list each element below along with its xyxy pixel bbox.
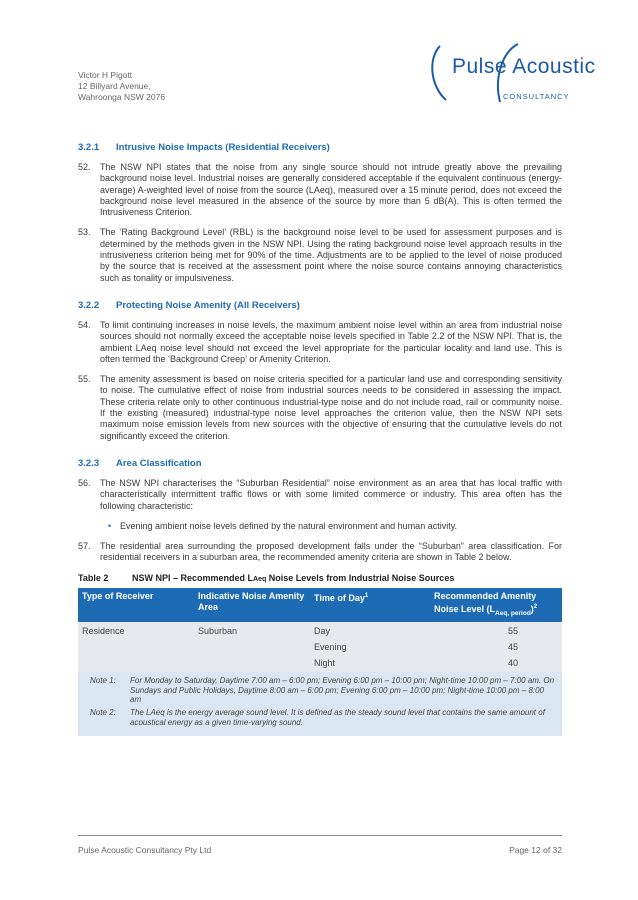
col-header-area: Indicative Noise Amenity Area <box>194 588 310 622</box>
paragraph <box>78 162 562 218</box>
col-header-level-sup: 2 <box>533 603 538 610</box>
address-line: 12 Billyard Avenue, <box>78 81 151 91</box>
paragraph <box>78 478 562 512</box>
section-number: 3.2.1 <box>78 142 100 153</box>
section-number: 3.2.2 <box>78 299 100 311</box>
cell-level: 45 <box>418 638 562 654</box>
table-note <box>84 676 556 705</box>
table-note <box>84 708 556 727</box>
col-header-time-sup: 1 <box>364 593 369 600</box>
cell-time: Evening <box>310 638 418 654</box>
paragraph-text: The NSW NPI states that the noise from any single source should not intrude greatly above the prevailing background noise level. Industrial noises are generally considered acceptable if the equivalent continuous (energy-average) A-weighted level of noise from the source (LAeq), measured over a 15 minute period, does not exceed the background noise level measured in the absence of the source by more than 5 dB(A). This is often termed the Intrusiveness Criterion. <box>100 162 562 218</box>
section-heading <box>78 300 562 311</box>
bullet-icon: • <box>108 520 112 531</box>
paragraph-text: To limit continuing increases in noise levels, the maximum ambient noise level within an area from industrial noise sources should not normally exceed the acceptable noise levels specified in Table 2.2 of the NSW NPI. That is, the ambient LAeq noise level should not exceed the level appropriate for the particular locality and land use. This is often termed the ‘Background Creep’ or Amenity Criterion. <box>100 319 562 364</box>
cell-type <box>78 638 194 654</box>
cell-level: 55 <box>418 622 562 638</box>
paragraph-text: The NSW NPI characterises the “Suburban Residential” noise environment as an area that has local traffic with characteristically intermittent traffic flows or with some limited commerce or industry. This area often has the following characteristic: <box>100 477 562 511</box>
logo-text: Pulse Acoustic <box>452 55 596 78</box>
section-title: Intrusive Noise Impacts (Residential Receivers) <box>116 142 330 153</box>
cell-type <box>78 654 194 672</box>
logo-subtitle: CONSULTANCY <box>503 92 570 101</box>
paragraph-number: 57. <box>78 540 91 551</box>
page-content <box>78 142 562 736</box>
section-heading <box>78 142 562 153</box>
bullet-text: Evening ambient noise levels defined by the natural environment and human activity. <box>120 520 458 531</box>
col-header-level <box>418 588 562 622</box>
section-title: Protecting Noise Amenity (All Receivers) <box>116 299 300 311</box>
cell-type: Residence <box>78 622 194 638</box>
note-label: Note 1: <box>90 676 116 686</box>
paragraph-text: The ‘Rating Background Level’ (RBL) is the background noise level to be used for assessment purposes and is determined by the methods given in the NSW NPI. Using the rating background noise level approach results in the intrusiveness criterion being met for 90% of the time. Adjustments are to be applied to the level of noise produced by the source that is received at the assessment point where the noise source contains annoying characteristics such as tonality or impulsiveness. <box>100 227 562 283</box>
table-row <box>78 654 562 672</box>
cell-level: 40 <box>418 654 562 672</box>
table-caption <box>78 573 562 583</box>
table-caption-text: NSW NPI – Recommended L <box>132 573 254 584</box>
footer-divider <box>78 835 562 836</box>
note-text: The LAeq is the energy average sound level. It is defined as the steady sound level that contains the same amount of acoustical energy as a given time-varying sound. <box>130 708 545 727</box>
cell-area: Suburban <box>194 622 310 638</box>
section-heading <box>78 458 562 469</box>
paragraph-number: 54. <box>78 319 91 330</box>
paragraph-text: The amenity assessment is based on noise criteria specified for a particular land use and corresponding sensitivity to noise. The cumulative effect of noise from industrial sources needs to be considered in assessing the impact. These criteria relate only to other continuous industrial-type noise and do not include road, rail or community noise. If the existing (measured) industrial-type noise level approaches the criterion value, then the NSW NPI sets maximum noise emission levels from new sources with the objective of ensuring that the cumulative levels do not significantly exceed the criterion. <box>100 374 562 441</box>
paragraph-text: The residential area surrounding the proposed development falls under the “Suburban” area classification. For residential receivers in a suburban area, the recommended amenity criteria are shown in Table 2 below. <box>100 540 562 563</box>
col-header-time-text: Time of Day <box>314 593 365 604</box>
logo-swoosh-left <box>432 46 446 100</box>
paragraph-number: 53. <box>78 227 91 238</box>
col-header-level-text: Recommended Amenity Noise Level (L <box>434 591 537 614</box>
noise-levels-table <box>78 588 562 672</box>
col-header-level-close: ) <box>530 603 534 614</box>
cell-area <box>194 638 310 654</box>
paragraph-number: 56. <box>78 477 91 488</box>
address-line: Wahroonga NSW 2076 <box>78 92 166 102</box>
table-label: Table 2 <box>78 573 109 584</box>
bullet-item <box>78 521 562 532</box>
table-notes <box>78 672 562 736</box>
table-row <box>78 622 562 638</box>
sender-address <box>78 70 165 103</box>
note-text: For Monday to Saturday, Daytime 7:00 am – 6:00 pm; Evening 6:00 pm – 10:00 pm; Night-time 10:00 pm – 7:00 am. On Sundays and Public Holidays, Daytime 8:00 am – 6:00 pm; Evening 6:00 pm – 10:00 pm; Night-time 10:00 pm – 8:00 am <box>130 676 555 705</box>
page-number: Page 12 of 32 <box>509 845 562 855</box>
paragraph-number: 52. <box>78 162 91 172</box>
col-header-level-sub: Aeq, period <box>495 609 531 617</box>
table-caption-sub: Aeq <box>253 576 267 584</box>
cell-area <box>194 654 310 672</box>
section-number: 3.2.3 <box>78 457 100 469</box>
note-label: Note 2: <box>90 708 116 717</box>
table-row <box>78 638 562 654</box>
paragraph <box>78 227 562 283</box>
paragraph <box>78 374 562 442</box>
section-title: Area Classification <box>116 457 202 469</box>
table-caption-text-end: Noise Levels from Industrial Noise Sources <box>266 573 455 584</box>
cell-time: Day <box>310 622 418 638</box>
footer-company: Pulse Acoustic Consultancy Pty Ltd <box>78 845 212 855</box>
cell-time: Night <box>310 654 418 672</box>
col-header-type: Type of Receiver <box>78 588 194 622</box>
col-header-time <box>310 588 418 622</box>
paragraph-number: 55. <box>78 374 91 385</box>
address-line: Victor H Pigott <box>78 70 133 80</box>
paragraph <box>78 320 562 365</box>
table-header-row <box>78 588 562 622</box>
paragraph <box>78 541 562 564</box>
